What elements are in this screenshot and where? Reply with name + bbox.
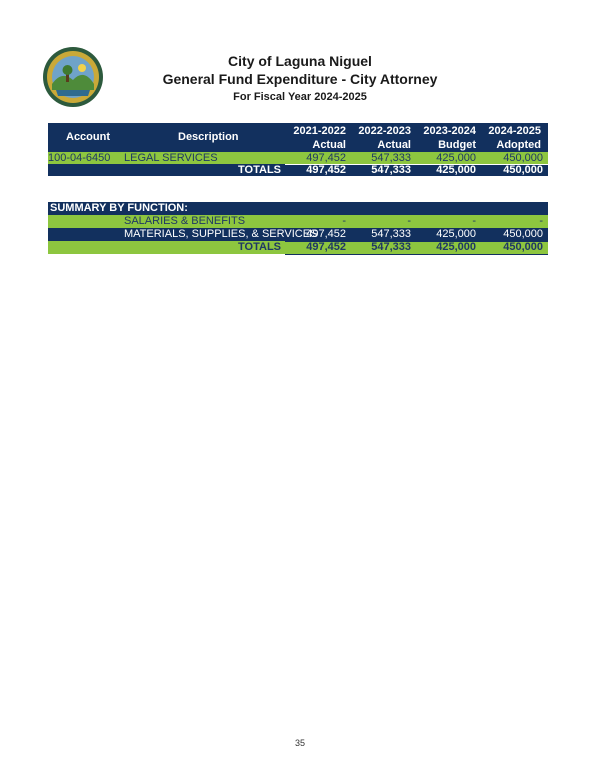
- value-2024-2025: 450,000: [503, 152, 543, 164]
- summary-total: 547,333: [371, 241, 411, 253]
- col-year: 2023-2024: [423, 125, 476, 137]
- page-number: 35: [294, 738, 305, 748]
- total-2023-2024: 425,000: [436, 164, 476, 176]
- table-row: [48, 152, 548, 164]
- totals-row: [48, 164, 548, 176]
- summary-value: -: [407, 215, 411, 227]
- totals-label: TOTALS: [238, 164, 281, 176]
- value-2023-2024: 425,000: [436, 152, 476, 164]
- summary-value: 425,000: [436, 228, 476, 240]
- summary-value: -: [472, 215, 476, 227]
- city-seal-logo: [42, 46, 104, 108]
- total-2022-2023: 547,333: [371, 164, 411, 176]
- city-name: City of Laguna Niguel: [228, 53, 372, 69]
- summary-value: 450,000: [503, 228, 543, 240]
- summary-value: 547,333: [371, 228, 411, 240]
- summary-row: [48, 228, 548, 241]
- report-title-block: [120, 52, 480, 105]
- col-year: 2024-2025: [488, 125, 541, 137]
- summary-label: SALARIES & BENEFITS: [124, 215, 246, 227]
- summary-row: [48, 215, 548, 228]
- report-title: General Fund Expenditure - City Attorney: [162, 71, 438, 87]
- summary-value: -: [539, 215, 543, 227]
- table-header: [48, 123, 548, 152]
- summary-label: MATERIALS, SUPPLIES, & SERVICES: [124, 228, 318, 240]
- summary-value: -: [342, 215, 346, 227]
- total-2024-2025: 450,000: [503, 164, 543, 176]
- col-type: Actual: [377, 139, 411, 151]
- col-type: Budget: [438, 139, 476, 151]
- summary-heading-label: SUMMARY BY FUNCTION:: [50, 202, 188, 214]
- summary-total: 497,452: [306, 241, 346, 253]
- description: LEGAL SERVICES: [124, 152, 218, 164]
- summary-total: 425,000: [436, 241, 476, 253]
- totals-label: TOTALS: [238, 241, 281, 253]
- summary-totals-row: [48, 241, 548, 254]
- total-2021-2022: 497,452: [306, 164, 346, 176]
- summary-heading: [48, 202, 548, 215]
- summary-total: 450,000: [503, 241, 543, 253]
- col-type: Actual: [312, 139, 346, 151]
- col-type: Adopted: [496, 139, 541, 151]
- col-year: 2022-2023: [358, 125, 411, 137]
- fiscal-year: For Fiscal Year 2024-2025: [233, 91, 367, 103]
- value-2021-2022: 497,452: [306, 152, 346, 164]
- col-description: Description: [178, 131, 239, 143]
- account-code: 100-04-6450: [48, 152, 111, 164]
- col-account: Account: [66, 131, 110, 143]
- value-2022-2023: 547,333: [371, 152, 411, 164]
- col-year: 2021-2022: [293, 125, 346, 137]
- summary-value: 497,452: [306, 228, 346, 240]
